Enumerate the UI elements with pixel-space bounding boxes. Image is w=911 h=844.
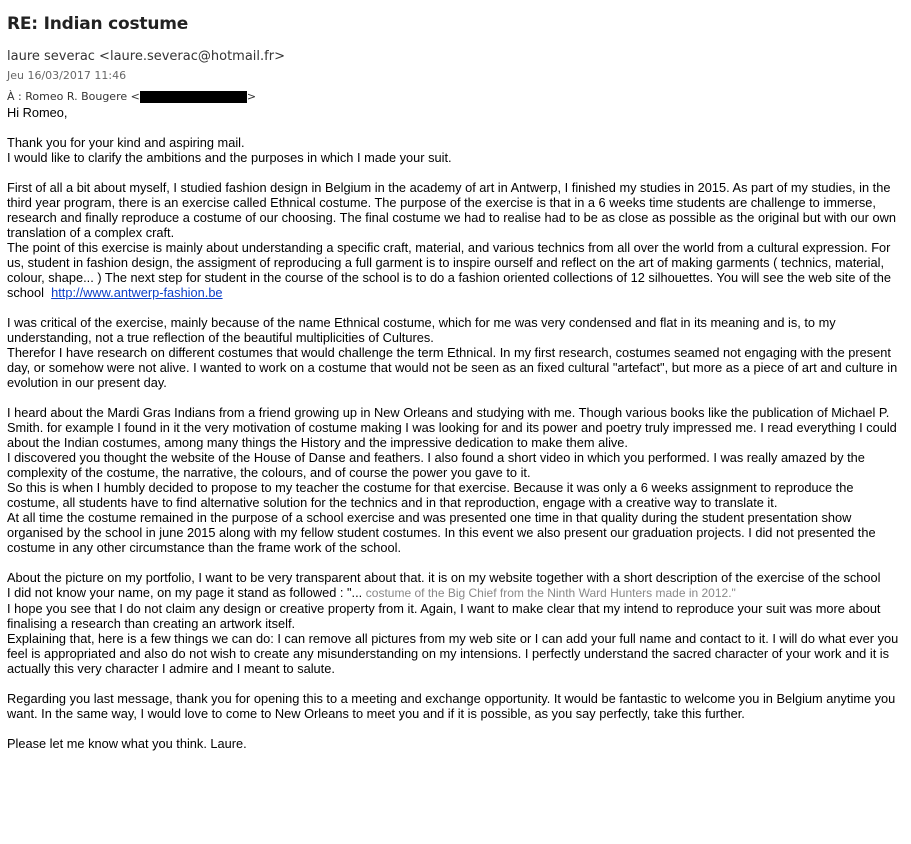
paragraph: I was critical of the exercise, mainly because of the name Ethnical costume, which for me was very condensed and flat in its meaning and is, to my understanding, not a true reflection of the beautiful multiplicities of Cultures. bbox=[7, 315, 836, 345]
paragraph: So this is when I humbly decided to propose to my teacher the costume for that exercise. Because it was only a 6 weeks assignment to reproduce the costume, all students have to find alternative solution for the technics and in that reproduction, engage with a creative way to translate it. bbox=[7, 480, 854, 510]
paragraph-text: I did not know your name, on my page it stand as followed : "... bbox=[7, 585, 363, 600]
school-website-link[interactable]: http://www.antwerp-fashion.be bbox=[51, 285, 223, 300]
email-sender[interactable]: laure severac <laure.severac@hotmail.fr> bbox=[7, 49, 285, 64]
paragraph: Thank you for your kind and aspiring mail. bbox=[7, 135, 245, 150]
email-body bbox=[7, 105, 904, 751]
recipient-name[interactable]: Romeo R. Bougere < bbox=[25, 90, 140, 103]
paragraph: Therefor I have research on different costumes that would challenge the term Ethnical. In my first research, costumes seamed not engaging with the present day, or somehow were not alive. I wanted to work on a costume that would not be seen as an fixed cultural "artefact", but more as a piece of art and culture in evolution in our present day. bbox=[7, 345, 898, 390]
greeting: Hi Romeo, bbox=[7, 105, 68, 120]
email-subject: RE: Indian costume bbox=[7, 14, 189, 34]
paragraph bbox=[7, 240, 904, 300]
paragraph-text: The point of this exercise is mainly about understanding a specific craft, material, and various technics from all over the world from a cultural expression. For us, student in fashion design, the assigment of reproducing a full garment is to inspire ourself and reflect on the art of making garments ( technics, material, colour, shape... ) The next step for student in the course of the school is to do a fashion oriented collections of 12 silhouettes. You will see the web site of the school bbox=[7, 240, 892, 300]
paragraph bbox=[7, 585, 904, 601]
paragraph: At all time the costume remained in the purpose of a school exercise and was presented one time in that quality during the student presentation show organised by the school in june 2015 along with my fellow student costumes. In this event we also present our graduation projects. I did not presented the costume in any other circumstance than the frame work of the school. bbox=[7, 510, 876, 555]
portfolio-quote: costume of the Big Chief from the Ninth Ward Hunters made in 2012." bbox=[365, 586, 736, 600]
email-recipient-row bbox=[7, 88, 904, 105]
paragraph: I discovered you thought the website of the House of Danse and feathers. I also found a short video in which you performed. I was really amazed by the complexity of the costume, the narrative, the colours, and of course the power you gave to it. bbox=[7, 450, 865, 480]
signoff: Please let me know what you think. Laure. bbox=[7, 736, 247, 751]
recipient-label: À : bbox=[7, 90, 22, 103]
paragraph: First of all a bit about myself, I studied fashion design in Belgium in the academy of art in Antwerp, I finished my studies in 2015. As part of my studies, in the third year program, there is an exercise called Ethnical costume. The purpose of the exercise is that in a 6 weeks time students are challenge to immerse, research and finally reproduce a costume of our choosing. The final costume we had to realise had to be as close as possible as the original but with our own translation of a complex craft. bbox=[7, 180, 896, 240]
paragraph: Regarding you last message, thank you for opening this to a meeting and exchange opportunity. It would be fantastic to welcome you in Belgium anytime you want. In the same way, I would love to come to New Orleans to meet you and if it is possible, as you say perfectly, take this further. bbox=[7, 691, 896, 721]
paragraph: About the picture on my portfolio, I want to be very transparent about that. it is on my website together with a short description of the exercise of the school bbox=[7, 570, 881, 585]
paragraph: Explaining that, here is a few things we can do: I can remove all pictures from my web site or I can add your full name and contact to it. I will do what ever you feel is appropriated and also do not wish to create any misunderstanding on my intensions. I perfectly understand the sacred character of your work and it is actually this very character I admire and I meant to salute. bbox=[7, 631, 899, 676]
email-date: Jeu 16/03/2017 11:46 bbox=[7, 69, 127, 82]
redaction-bar bbox=[140, 91, 247, 103]
paragraph: I heard about the Mardi Gras Indians from a friend growing up in New Orleans and studying with me. Though various books like the publication of Michael P. Smith. for example I found in it the very motivation of costume making I was looking for and its power and poetry truly impressed me. I read everything I could about the Indian costumes, among many things the History and the impressive dedication to make them alive. bbox=[7, 405, 897, 450]
recipient-end: > bbox=[246, 90, 257, 103]
paragraph: I would like to clarify the ambitions and the purposes in which I made your suit. bbox=[7, 150, 452, 165]
paragraph: I hope you see that I do not claim any design or creative property from it. Again, I want to make clear that my intend to reproduce your suit was more about finalising a research than creating an artwork itself. bbox=[7, 601, 881, 631]
email-view bbox=[7, 0, 904, 751]
